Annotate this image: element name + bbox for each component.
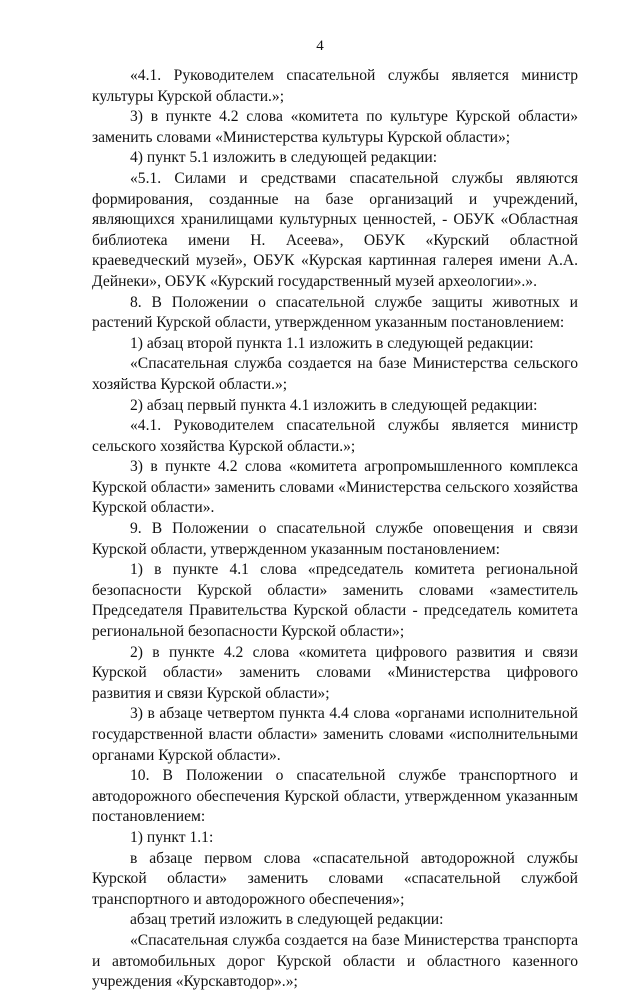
document-body	[92, 66, 578, 993]
paragraph: 3) в абзаце четвертом пункта 4.4 слова «органами исполнительной государственной власти области» заменить словами «исполнительными органами Курской области».	[92, 705, 578, 764]
paragraph: 8. В Положении о спасательной службе защиты животных и растений Курской области, утвержденном указанным постановлением:	[92, 293, 578, 332]
paragraph: 4) пункт 5.1 изложить в следующей редакции:	[130, 149, 438, 167]
paragraph: «Спасательная служба создается на базе Министерства транспорта и автомобильных дорог Курской области и областного казенного учреждения «Курскавтодор».»;	[92, 931, 578, 991]
page-number: 4	[316, 38, 324, 54]
paragraph: абзац третий изложить в следующей редакции:	[130, 911, 444, 929]
paragraph: «5.1. Силами и средствами спасательной службы являются формирования, созданные на базе организаций и учреждений, являющихся хранилищами культурных ценностей, - ОБУК «Областная библиотека имени Н. Асеева», ОБУК «Курский областной краеведческий музей», ОБУК «Курская картинная галерея имени А.А. Дейнеки», ОБУК «Курский государственный музей археологии».».	[92, 169, 578, 290]
paragraph: 9. В Положении о спасательной службе оповещения и связи Курской области, утвержденном указанным постановлением:	[92, 520, 578, 558]
paragraph: «Спасательная служба создается на базе Министерства сельского хозяйства Курской области.»;	[92, 355, 578, 393]
paragraph: в абзаце первом слова «спасательной автодорожной службы Курской области» заменить словами «спасательной службой транспортного и автодорожного обеспечения»;	[92, 849, 578, 908]
paragraph: 1) абзац второй пункта 1.1 изложить в следующей редакции:	[130, 334, 534, 352]
paragraph: 1) пункт 1.1:	[130, 828, 214, 846]
paragraph: 10. В Положении о спасательной службе транспортного и автодорожного обеспечения Курской области, утвержденном указанным постановлением:	[92, 767, 578, 826]
paragraph: 1) в пункте 4.1 слова «председатель комитета региональной безопасности Курской области» заменить словами «заместитель Председателя Правительства Курской области - председатель комитета региональной безопасности Курской области»;	[92, 561, 578, 641]
paragraph: «4.1. Руководителем спасательной службы является министр культуры Курской области.»;	[92, 67, 578, 105]
paragraph: 3) в пункте 4.2 слова «комитета агропромышленного комплекса Курской области» заменить словами «Министерства сельского хозяйства Курской области».	[92, 458, 578, 517]
paragraph: 2) в пункте 4.2 слова «комитета цифрового развития и связи Курской области» заменить словами «Министерства цифрового развития и связи Курской области»;	[92, 643, 578, 702]
paragraph: 3) в пункте 4.2 слова «комитета по культуре Курской области» заменить словами «Министерства культуры Курской области»;	[92, 108, 578, 146]
paragraph: 2) абзац первый пункта 4.1 изложить в следующей редакции:	[130, 396, 538, 414]
paragraph: «4.1. Руководителем спасательной службы является министр сельского хозяйства Курской области.»;	[92, 417, 578, 455]
